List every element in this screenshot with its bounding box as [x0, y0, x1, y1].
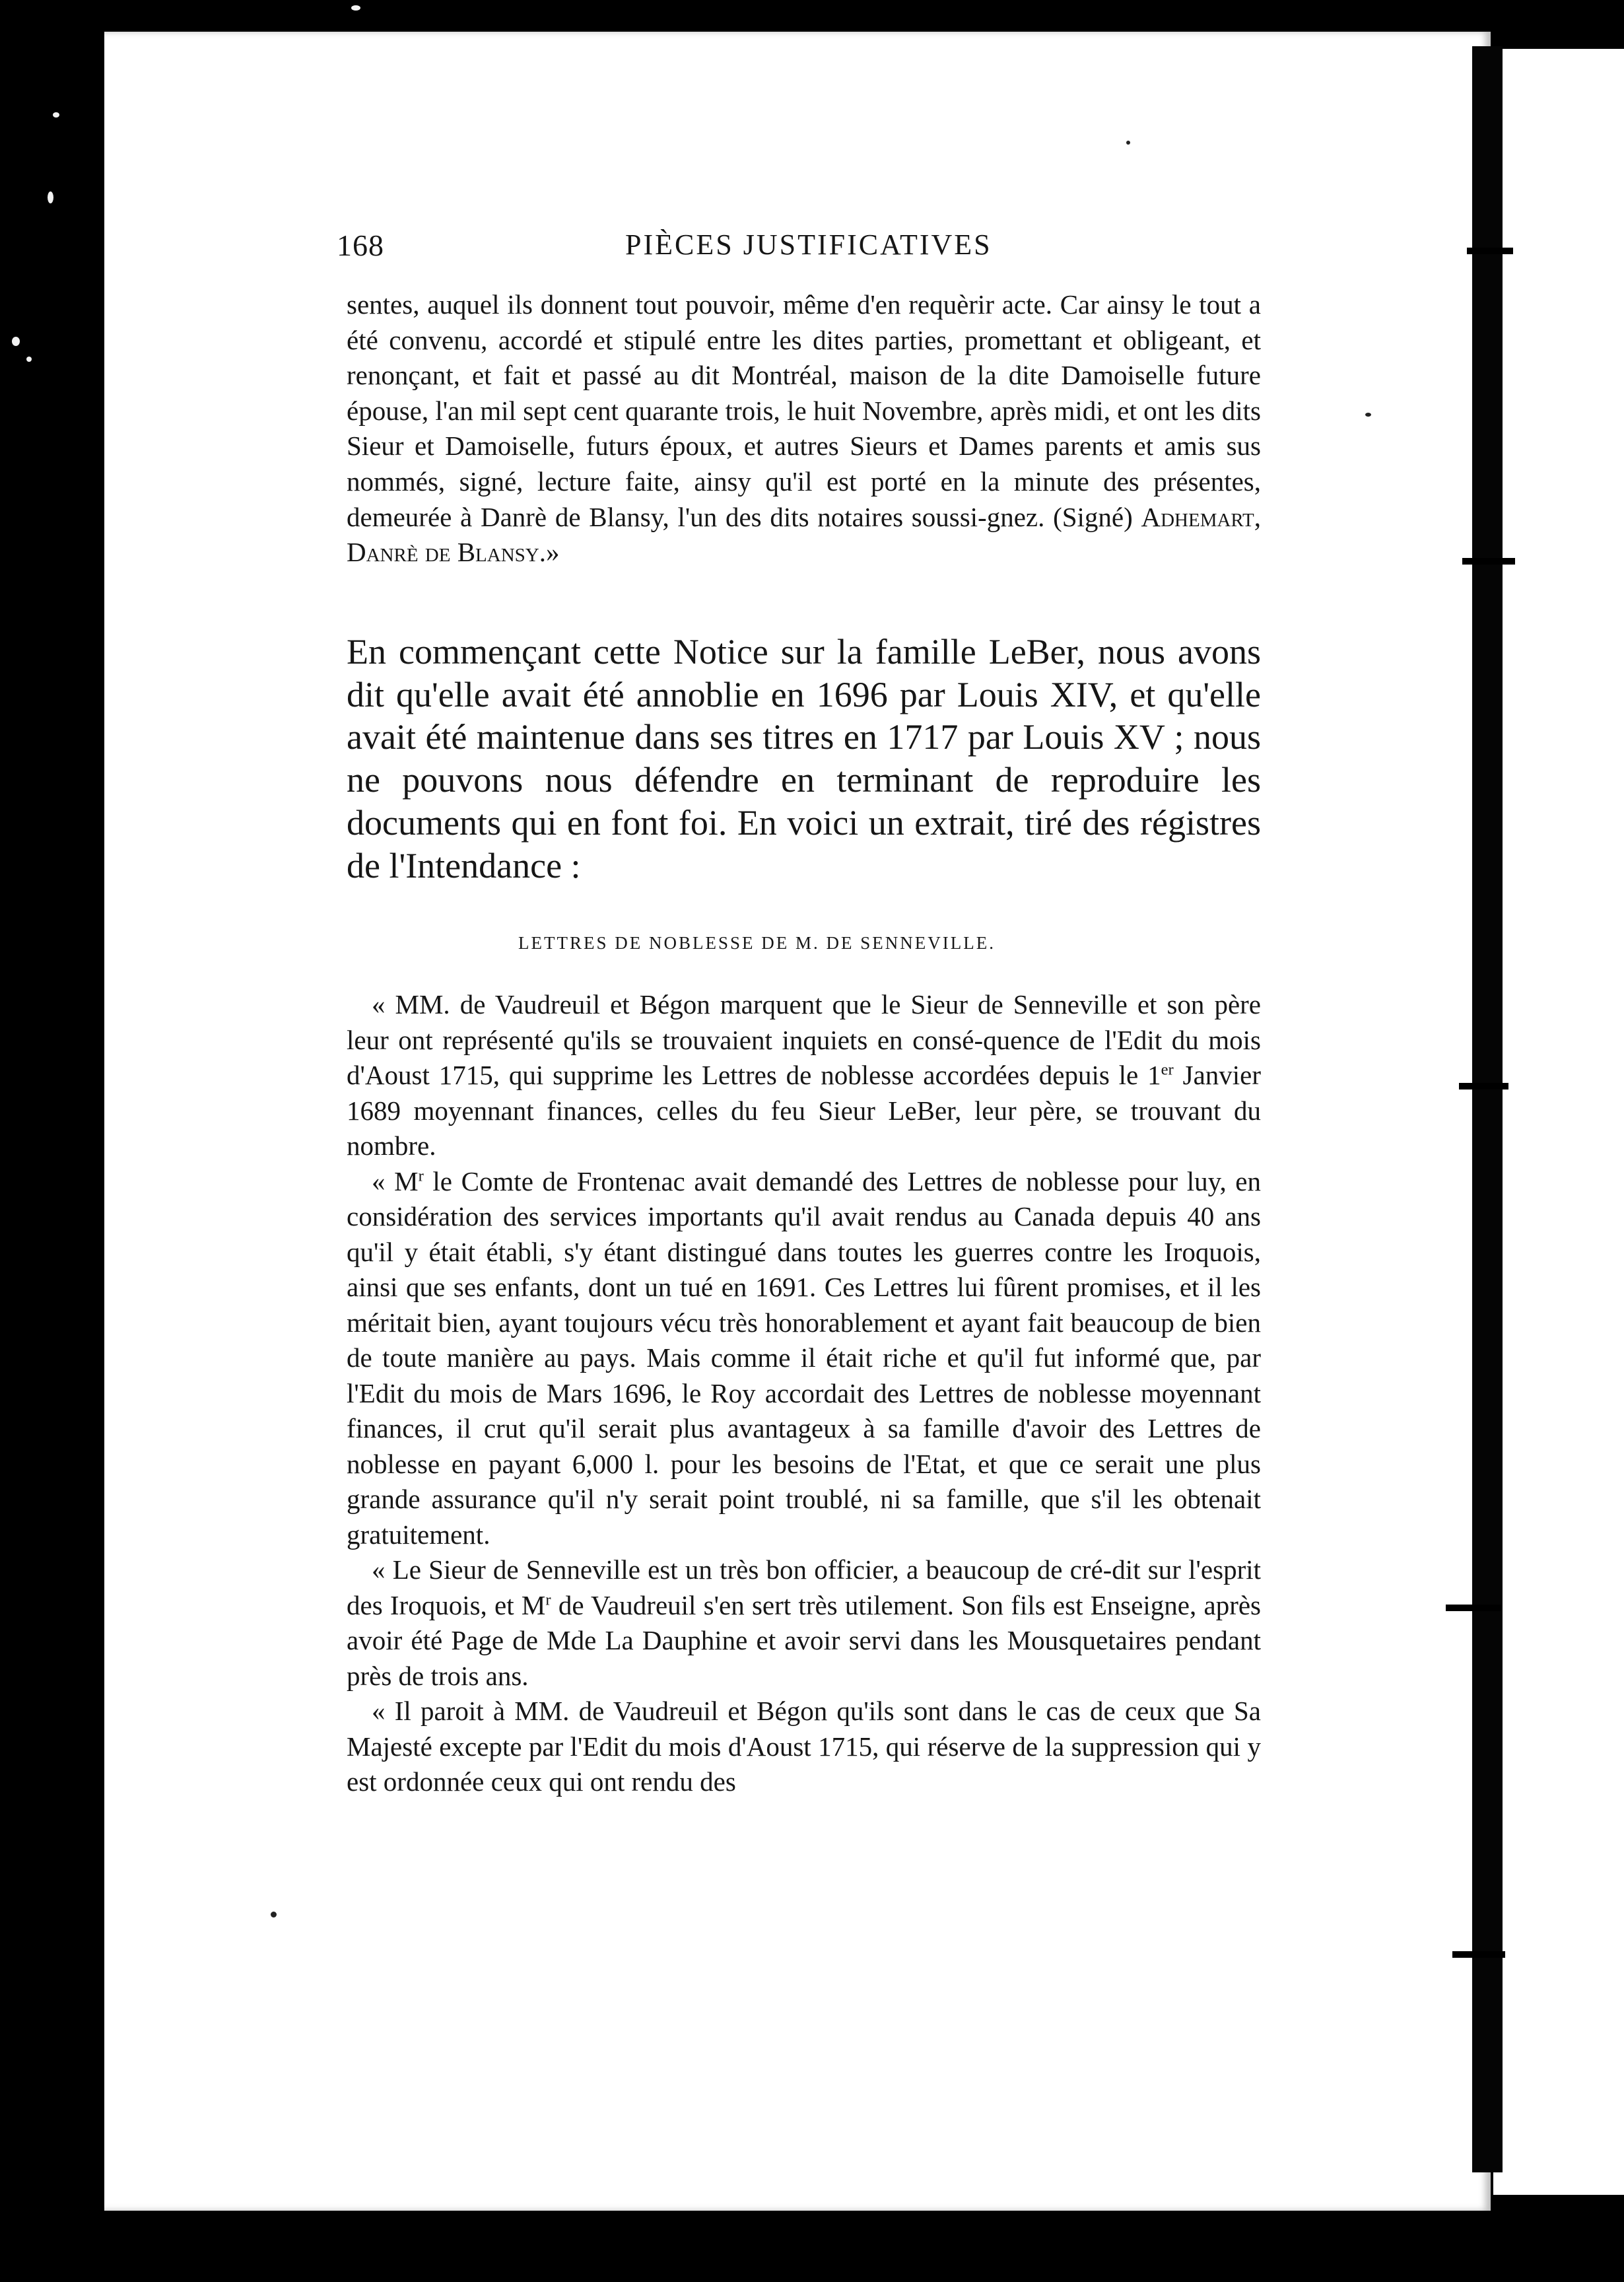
scan-speck	[1126, 141, 1130, 145]
letters-extract	[347, 987, 1261, 1800]
quoted-contract-ending	[347, 287, 1261, 570]
quote-text: sentes, auquel ils donnent tout pouvoir, même d'en requèrir acte. Car ainsy le tout a été convenu, accordé et stipulé entre les dites parties, promettant et obligeant, et renonçant, et fait et passé au dit Montréal, maison de la dite Damoiselle future épouse, l'an mil sept cent quarante trois, le huit Novembre, après midi, et ont les dits Sieur et Damoiselle, futurs époux, et autres Sieurs et Dames parents et amis sus nommés, signé, lecture faite, ainsy qu'il est porté en la minute des présentes, demeurée à Danrè de Blansy, l'un des dits notaires soussi-gnez. (Signé)	[347, 289, 1261, 532]
letters-text: de Vaudreuil s'en sert très utilement. Son fils est Enseigne, après avoir été Page de Mde La Dauphine et avoir servi dans les Mousquetaires pendant près de trois ans.	[347, 1589, 1262, 1691]
page-number: 168	[337, 228, 384, 262]
quote-paragraph	[347, 287, 1261, 570]
scan-speck	[351, 5, 360, 11]
scan-mark	[1467, 248, 1513, 254]
notary-signatures: Adhemart, Danrè de Blansy.»	[347, 501, 1261, 568]
letters-paragraph-2	[347, 1164, 1261, 1553]
notice-paragraph: En commençant cette Notice sur la famille LeBer, nous avons dit qu'elle avait été annoblie en 1696 par Louis XIV, et qu'elle avait été maintenue dans ses titres en 1717 par Louis XV ; nous ne pouvons nous défendre en terminant de reproduire les documents qui en font foi. En voici un extrait, tiré des régistres de l'Intendance :	[347, 632, 1261, 885]
page-header	[337, 228, 1003, 267]
running-title: PIÈCES JUSTIFICATIVES	[625, 228, 992, 261]
letters-text: le Comte de Frontenac avait demandé des Lettres de noblesse pour luy, en considération des services importants qu'il avait rendus au Canada depuis 40 ans qu'il y était établi, s'y étant distingué dans toutes les guerres contre les Iroquois, ainsi que ses enfants, dont un tué en 1691. Ces Lettres lui fûrent promises, et il les méritait bien, ayant toujours vécu très honorablement et ayant fait beaucoup de bien de toute manière au pays. Mais comme il était riche et qu'il fut informé que, par l'Edit du mois de Mars 1696, le Roy accordait des Lettres de noblesse moyennant finances, il crut qu'il serait plus avantageux à sa famille d'avoir des Lettres de noblesse en payant 6,000 l. pour les besoins de l'Etat, et que ce serait une plus grande assurance qu'il n'y serait point troublé, ni sa famille, que s'il les obtenait gratuitement.	[347, 1165, 1261, 1550]
superscript: r	[545, 1590, 551, 1608]
scan-mark	[1452, 1951, 1505, 1958]
letters-text: 1	[1147, 1060, 1161, 1090]
notice-paragraph-block	[347, 631, 1261, 887]
scan-speck	[271, 1912, 277, 1918]
letters-paragraph-3	[347, 1552, 1261, 1694]
letters-text: « Le Sieur de Senneville est un très bon officier, a beaucoup de cré-dit sur l'esprit des Iroquois, et M	[347, 1554, 1261, 1620]
scan-mark	[1446, 1605, 1502, 1611]
superscript: er	[1161, 1060, 1174, 1079]
scan-speck	[26, 357, 32, 362]
letters-text: « MM. de Vaudreuil et Bégon marquent que le Sieur de Senneville et son père leur ont représenté qu'ils se trouvaient inquiets en consé-quence de l'Edit du mois d'Aoust 1715, qui supprime les Lettres de noblesse accordées depuis le	[347, 989, 1261, 1090]
scan-speck	[1365, 413, 1371, 417]
scan-speck	[48, 191, 53, 203]
letters-paragraph-1	[347, 987, 1261, 1164]
scan-speck	[53, 112, 59, 118]
letters-text: « M	[372, 1165, 419, 1196]
scan-mark	[1462, 558, 1515, 565]
page-gutter-shadow	[1472, 46, 1503, 2172]
letters-text: Janvier 1689 moyennant finances, celles du feu Sieur LeBer, leur père, se trouvant du nombre.	[347, 1060, 1262, 1161]
scan-speck	[12, 337, 20, 346]
section-title: LETTRES DE NOBLESSE DE M. DE SENNEVILLE.	[518, 933, 996, 953]
scan-mark	[1459, 1083, 1508, 1089]
adjacent-page-edge	[1493, 49, 1624, 2195]
superscript: r	[418, 1166, 424, 1185]
letters-paragraph-4: « Il paroit à MM. de Vaudreuil et Bégon qu'ils sont dans le cas de ceux que Sa Majesté excepte par l'Edit du mois d'Aoust 1715, qui réserve de la suppression qui y est ordonnée ceux qui ont rendu des	[347, 1696, 1261, 1797]
